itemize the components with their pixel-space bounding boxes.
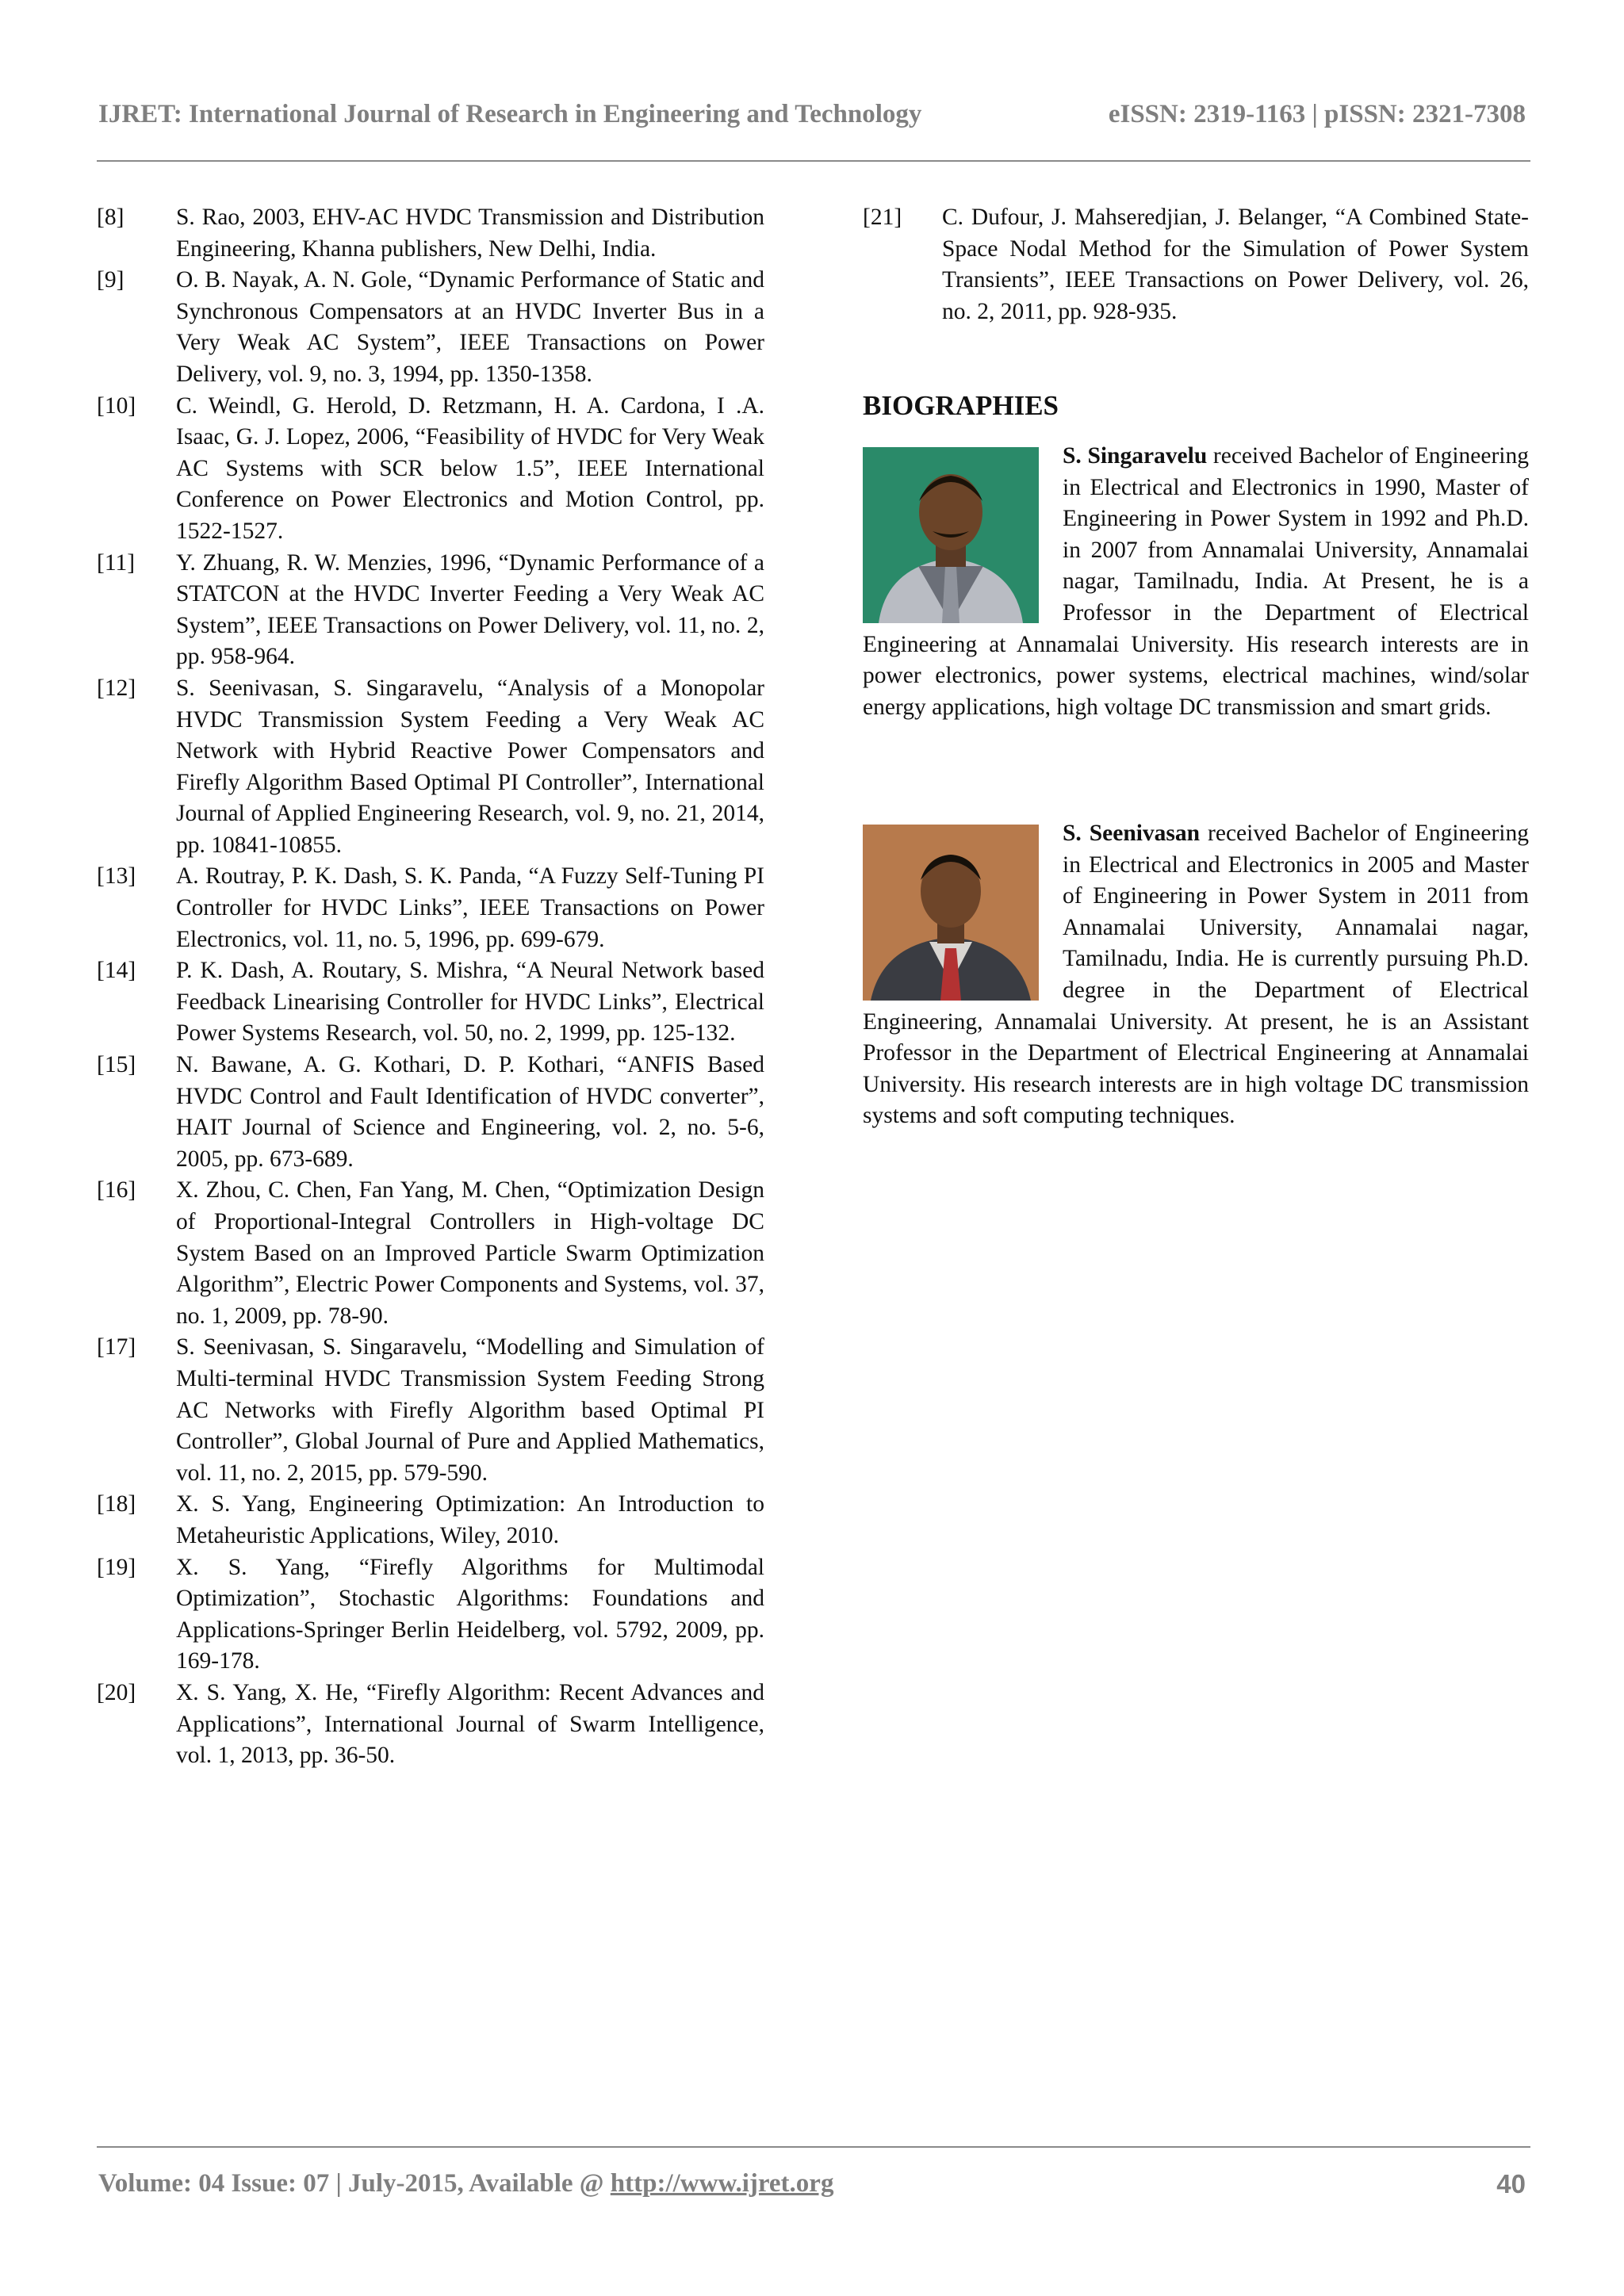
reference-number: [20] [97,1679,136,1705]
reference-text: A. Routray, P. K. Dash, S. K. Panda, “A Fuzzy Self-Tuning PI Controller for HVDC Links”, IEEE Transactions on Power Electronics, vol. 11, no. 5, 1996, pp. 699-679. [176,863,764,952]
reference-text: X. Zhou, C. Chen, Fan Yang, M. Chen, “Optimization Design of Proportional-Integral Controllers in High-voltage DC System Based on an Improved Particle Swarm Optimization Algorithm”, Electric Power Components and Systems, vol. 37, no. 1, 2009, pp. 78-90. [176,1177,764,1329]
reference-entry [97,548,764,673]
reference-entry [97,391,764,548]
reference-number: [11] [97,549,136,576]
reference-entry [97,265,764,390]
journal-title: IJRET: International Journal of Research in Engineering and Technology [98,100,922,128]
bio-name: S. Singaravelu [1063,443,1208,469]
author-photo-seenivasan [863,825,1039,1001]
reference-number: [21] [863,205,902,230]
reference-number: [9] [97,267,124,293]
reference-text: O. B. Nayak, A. N. Gole, “Dynamic Performance of Static and Synchronous Compensators at an HVDC Inverter Bus in a Very Weak AC System”, IEEE Transactions on Power Delivery, vol. 9, no. 3, 1994, pp. 1350-1358. [176,267,764,387]
biography-singaravelu [863,441,1529,723]
biographies-heading: BIOGRAPHIES [863,390,1059,421]
reference-number: [17] [97,1334,136,1360]
reference-number: [13] [97,863,136,890]
reference-entry [97,1552,764,1678]
reference-entry [863,202,1529,327]
footer-divider [97,2146,1530,2148]
reference-number: [14] [97,958,136,984]
reference-text: C. Dufour, J. Mahseredjian, J. Belanger, “A Combined State-Space Nodal Method for the Simulation of Power System Transients”, IEEE Transactions on Power Delivery, vol. 26, no. 2, 2011, pp. 928-935. [942,205,1529,324]
reference-number: [8] [97,205,124,230]
reference-text: X. S. Yang, Engineering Optimization: An Introduction to Metaheuristic Applications, Wiley, 2010. [176,1491,764,1548]
bio-text: received Bachelor of Engineering in Electrical and Electronics in 2005 and Master of Engineering in Power System in 2011 from Annamalai University, Annamalai nagar, Tamilnadu, India. He is currently pursuing Ph.D. degree in the Department of Electrical Engineering, Annamalai University. At present, he is an Assistant Professor in the Department of Electrical Engineering at Annamalai University. His research interests are in high voltage DC transmission systems and soft computing techniques. [863,821,1529,1129]
reference-number: [10] [97,392,136,419]
reference-number: [15] [97,1052,136,1078]
reference-entry [97,673,764,862]
reference-entry [97,861,764,955]
reference-text: S. Seenivasan, S. Singaravelu, “Modelling and Simulation of Multi-terminal HVDC Transmission System Feeding Strong AC Networks with Firefly Algorithm based Optimal PI Controller”, Global Journal of Pure and Applied Mathematics, vol. 11, no. 2, 2015, pp. 579-590. [176,1334,764,1486]
reference-text: C. Weindl, G. Herold, D. Retzmann, H. A. Cardona, I .A. Isaac, G. J. Lopez, 2006, “Feasibility of HVDC for Very Weak AC Systems with SCR below 1.5”, IEEE International Conference on Power Electronics and Motion Control, pp. 1522-1527. [176,392,764,544]
references-left-column [97,202,764,1772]
header-divider [97,160,1530,162]
reference-number: [19] [97,1554,136,1580]
volume-text: Volume: 04 Issue: 07 | July-2015, Available @ [98,2169,611,2198]
reference-number: [12] [97,675,136,701]
reference-entry [97,1678,764,1772]
page-footer [98,2164,1526,2204]
footer-volume-info [98,2169,833,2198]
author-photo-singaravelu [863,447,1039,623]
references-right-column [863,202,1529,327]
page-header [98,95,1526,135]
bio-name: S. Seenivasan [1063,821,1201,846]
reference-entry [97,1175,764,1332]
biography-seenivasan [863,818,1529,1132]
reference-text: S. Rao, 2003, EHV-AC HVDC Transmission and Distribution Engineering, Khanna publishers, New Delhi, India. [176,205,764,262]
page-number: 40 [1496,2169,1526,2198]
reference-entry [97,955,764,1050]
reference-text: N. Bawane, A. G. Kothari, D. P. Kothari, “ANFIS Based HVDC Control and Fault Identification of HVDC converter”, HAIT Journal of Science and Engineering, vol. 2, no. 5-6, 2005, pp. 673-689. [176,1052,764,1172]
journal-link[interactable]: http://www.ijret.org [610,2169,834,2198]
reference-text: X. S. Yang, X. He, “Firefly Algorithm: Recent Advances and Applications”, International Journal of Swarm Intelligence, vol. 1, 2013, pp. 36-50. [176,1679,764,1769]
bio-text: received Bachelor of Engineering in Electrical and Electronics in 1990, Master of Engineering in Power System in 1992 and Ph.D. in 2007 from Annamalai University, Annamalai nagar, Tamilnadu, India. At Present, he is a Professor in the Department of Electrical Engineering at Annamalai University. His research interests are in power electronics, power systems, electrical machines, wind/solar energy applications, high voltage DC transmission and smart grids. [863,443,1529,720]
reference-entry [97,1050,764,1175]
reference-text: X. S. Yang, “Firefly Algorithms for Multimodal Optimization”, Stochastic Algorithms: Foundations and Applications-Springer Berlin Heidelberg, vol. 5792, 2009, pp. 169-178. [176,1554,764,1674]
reference-text: Y. Zhuang, R. W. Menzies, 1996, “Dynamic Performance of a STATCON at the HVDC Inverter Feeding a Very Weak AC System”, IEEE Transactions on Power Delivery, vol. 11, no. 2, pp. 958-964. [176,549,764,670]
reference-number: [16] [97,1177,136,1203]
reference-number: [18] [97,1491,136,1517]
reference-entry [97,202,764,265]
reference-entry [97,1332,764,1489]
reference-entry [97,1489,764,1552]
reference-text: P. K. Dash, A. Routary, S. Mishra, “A Neural Network based Feedback Linearising Controller for HVDC Links”, Electrical Power Systems Research, vol. 50, no. 2, 1999, pp. 125-132. [176,958,764,1047]
reference-text: S. Seenivasan, S. Singaravelu, “Analysis of a Monopolar HVDC Transmission System Feeding a Very Weak AC Network with Hybrid Reactive Power Compensators and Firefly Algorithm Based Optimal PI Controller”, International Journal of Applied Engineering Research, vol. 9, no. 21, 2014, pp. 10841-10855. [176,675,764,858]
issn-info: eISSN: 2319-1163 | pISSN: 2321-7308 [1108,100,1526,128]
